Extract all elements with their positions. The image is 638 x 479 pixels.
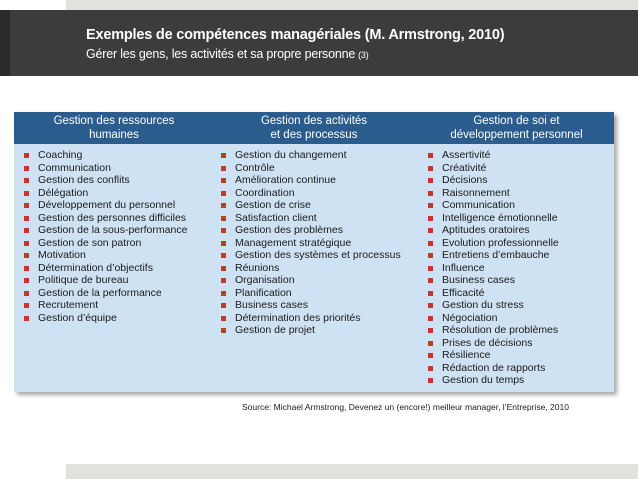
top-decor-stripe (66, 0, 638, 10)
table-header-row (14, 112, 614, 144)
list-item: Business cases (426, 274, 614, 287)
list-item: Amélioration continue (219, 174, 419, 187)
slide-title: Exemples de compétences managériales (M. Armstrong, 2010) (86, 27, 505, 43)
list-item: Motivation (22, 249, 214, 262)
list-item: Gestion des systèmes et processus (219, 249, 419, 262)
list-item: Communication (22, 162, 214, 175)
list-item: Evolution professionnelle (426, 237, 614, 250)
list-item: Politique de bureau (22, 274, 214, 287)
list-item: Raisonnement (426, 187, 614, 200)
list-item: Gestion de son patron (22, 237, 214, 250)
list-item: Communication (426, 199, 614, 212)
list-item: Aptitudes oratoires (426, 224, 614, 237)
list-item: Influence (426, 262, 614, 275)
column-list-ressources-humaines (22, 149, 214, 324)
list-item: Gestion du temps (426, 374, 614, 387)
column-header-line: développement personnel (450, 129, 583, 141)
column-header-line: Gestion de soi et (473, 115, 560, 127)
column-header-activites-processus (214, 112, 414, 144)
list-item: Efficacité (426, 287, 614, 300)
list-item: Décisions (426, 174, 614, 187)
header-bar (0, 10, 638, 76)
list-item: Développement du personnel (22, 199, 214, 212)
list-item: Créativité (426, 162, 614, 175)
list-item: Organisation (219, 274, 419, 287)
list-item: Résolution de problèmes (426, 324, 614, 337)
subtitle-text: Gérer les gens, les activités et sa propre personne (86, 47, 356, 61)
list-item: Assertivité (426, 149, 614, 162)
list-item: Délégation (22, 187, 214, 200)
column-header-gestion-de-soi (419, 112, 614, 144)
bottom-decor-stripe (66, 464, 638, 479)
list-item: Recrutement (22, 299, 214, 312)
list-item: Management stratégique (219, 237, 419, 250)
list-item: Réunions (219, 262, 419, 275)
list-item: Détermination d’objectifs (22, 262, 214, 275)
list-item: Intelligence émotionnelle (426, 212, 614, 225)
source-citation: Source: Michael Armstrong, Devenez un (encore!) meilleur manager, l’Entreprise, 2010 (242, 402, 569, 412)
list-item: Gestion de la sous-performance (22, 224, 214, 237)
list-item: Gestion de la performance (22, 287, 214, 300)
column-list-gestion-de-soi (426, 149, 614, 387)
list-item: Gestion du stress (426, 299, 614, 312)
list-item: Gestion des personnes difficiles (22, 212, 214, 225)
list-item: Prises de décisions (426, 337, 614, 350)
list-item: Rédaction de rapports (426, 362, 614, 375)
competences-table (14, 112, 614, 392)
list-item: Gestion de crise (219, 199, 419, 212)
column-header-ressources-humaines (14, 112, 214, 144)
list-item: Satisfaction client (219, 212, 419, 225)
list-item: Gestion du changement (219, 149, 419, 162)
header-accent (0, 10, 10, 76)
list-item: Coaching (22, 149, 214, 162)
list-item: Coordination (219, 187, 419, 200)
column-header-line: humaines (89, 129, 139, 141)
list-item: Entretiens d’embauche (426, 249, 614, 262)
column-header-line: Gestion des activités (260, 115, 368, 127)
list-item: Gestion de projet (219, 324, 419, 337)
list-item: Planification (219, 287, 419, 300)
column-list-activites-processus (219, 149, 419, 337)
slide-subtitle (86, 47, 369, 61)
list-item: Gestion d’équipe (22, 312, 214, 325)
list-item: Business cases (219, 299, 419, 312)
list-item: Contrôle (219, 162, 419, 175)
list-item: Gestion des problèmes (219, 224, 419, 237)
column-header-line: et des processus (270, 129, 358, 141)
column-header-line: Gestion des ressources (53, 115, 175, 127)
subtitle-number: (3) (358, 50, 369, 60)
list-item: Négociation (426, 312, 614, 325)
list-item: Détermination des priorités (219, 312, 419, 325)
list-item: Gestion des conflits (22, 174, 214, 187)
list-item: Résilience (426, 349, 614, 362)
